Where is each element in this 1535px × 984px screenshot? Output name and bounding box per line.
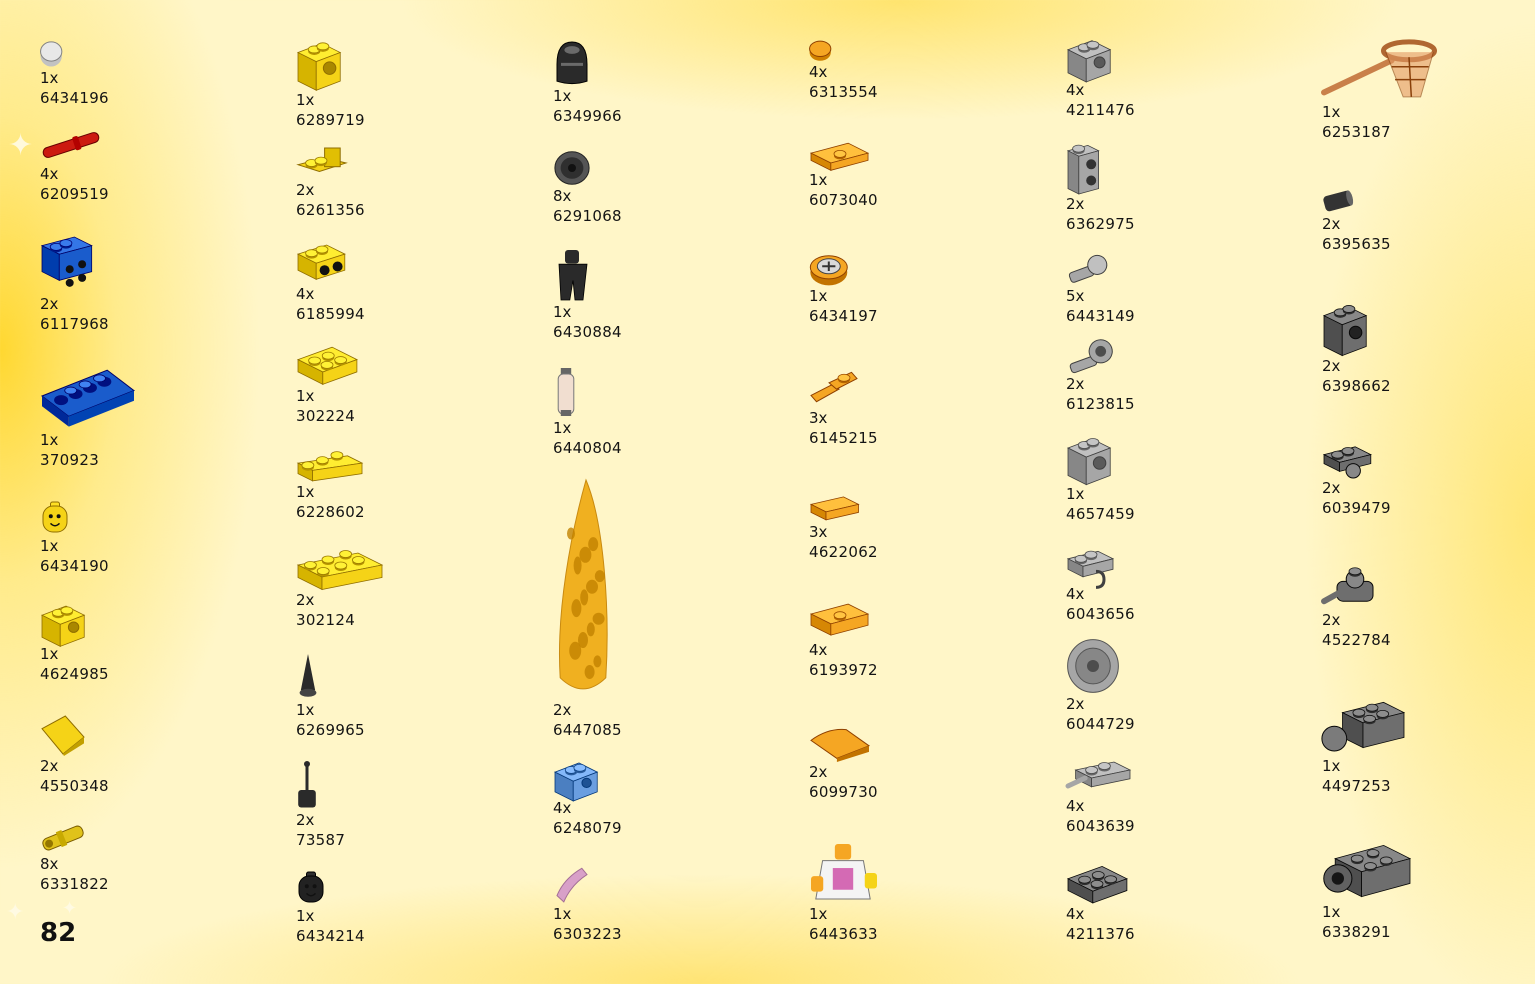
part-item [553,248,793,342]
part-element-id: 6228602 [296,503,365,521]
part-quantity: 3x [809,409,828,427]
part-element-id: 6434196 [40,89,109,107]
bracket-brick-icon [40,232,280,294]
part-quantity: 1x [40,537,59,555]
wheel-hub-icon [553,150,793,186]
bar-plate-icon [1066,756,1306,796]
part-quantity: 2x [1066,195,1085,213]
part-quantity: 1x [1322,103,1341,121]
part-quantity: 1x [809,905,828,923]
part-item [1322,442,1535,518]
part-element-id: 6395635 [1322,235,1391,253]
page-number: 82 [40,918,77,948]
part-quantity: 1x [553,303,572,321]
part-item [40,362,280,470]
part-quantity: 2x [40,295,59,313]
jumper-plate-icon [809,144,1049,170]
part-quantity: 8x [553,187,572,205]
brick-stud-side-icon [1066,434,1306,484]
lever-icon [296,760,536,810]
part-element-id: 6039479 [1322,499,1391,517]
part-quantity: 1x [40,645,59,663]
part-item [1066,252,1306,326]
part-item [1322,300,1535,396]
part-element-id: 6331822 [40,875,109,893]
sparkle-decoration: ✦ [8,128,34,163]
part-quantity: 2x [1322,611,1341,629]
part-quantity: 2x [296,181,315,199]
part-item [296,238,536,324]
part-element-id: 6443633 [809,925,878,943]
offset-plate-icon [809,366,1049,408]
part-item [40,126,280,204]
part-quantity: 1x [1066,485,1085,503]
small-cylinder-icon [1322,188,1535,214]
part-item [809,600,1049,680]
slope-tile-icon [40,714,280,756]
part-item [40,232,280,334]
part-item [296,440,536,522]
wheel-rim-icon [1066,638,1306,694]
brick-stud-side-icon [40,604,280,644]
part-element-id: 6073040 [809,191,878,209]
part-item [1066,638,1306,734]
part-element-id: 6043656 [1066,605,1135,623]
ball-socket-icon [1066,340,1306,374]
part-element-id: 6434214 [296,927,365,945]
part-element-id: 6123815 [1066,395,1135,413]
round-tile-icon [809,38,1049,62]
part-element-id: 6209519 [40,185,109,203]
part-quantity: 4x [40,165,59,183]
part-item [40,604,280,684]
brick-stud-side-icon [296,38,536,90]
parts-column [809,0,1049,984]
part-element-id: 6291068 [553,207,622,225]
part-element-id: 6349966 [553,107,622,125]
parts-column [1322,0,1535,984]
part-item [1066,756,1306,836]
part-item [296,760,536,850]
parts-column [296,0,536,984]
part-quantity: 2x [1322,357,1341,375]
part-quantity: 4x [809,63,828,81]
part-quantity: 1x [296,483,315,501]
plate-1x3-icon [296,440,536,482]
part-element-id: 4522784 [1322,631,1391,649]
plate-2x2-icon [1066,862,1306,904]
part-item [553,150,793,226]
part-quantity: 1x [809,171,828,189]
part-element-id: 6430884 [553,323,622,341]
part-item [1066,434,1306,524]
part-quantity: 4x [296,285,315,303]
part-quantity: 1x [809,287,828,305]
part-item [296,38,536,130]
part-item [296,540,536,630]
part-element-id: 6313554 [809,83,878,101]
bar-pin-icon [40,126,280,164]
parts-column [40,0,280,984]
part-quantity: 1x [553,87,572,105]
part-element-id: 6117968 [40,315,109,333]
part-item [553,38,793,126]
ball-joint-icon [1066,252,1306,286]
part-item [296,870,536,946]
part-quantity: 1x [1322,903,1341,921]
tall-bracket-icon [1066,140,1306,194]
part-element-id: 73587 [296,831,346,849]
part-item [1066,340,1306,414]
part-item [1322,566,1535,650]
part-item [553,862,793,944]
part-item [1322,694,1535,796]
plate-2x2-icon [296,342,536,386]
part-quantity: 2x [1322,479,1341,497]
socket-brick-icon [1322,840,1535,902]
part-quantity: 3x [809,523,828,541]
jumper-plate-icon [809,600,1049,640]
part-element-id: 6303223 [553,925,622,943]
part-element-id: 6434190 [40,557,109,575]
part-item [809,726,1049,802]
brick-stud-side-icon [1322,300,1535,356]
part-item [553,478,793,740]
minifig-head-icon [296,870,536,906]
part-quantity: 2x [1066,375,1085,393]
part-quantity: 1x [553,905,572,923]
part-element-id: 6289719 [296,111,365,129]
claw-icon [553,862,793,904]
part-element-id: 302224 [296,407,356,425]
part-element-id: 6044729 [1066,715,1135,733]
bottle-icon [553,366,793,418]
part-quantity: 4x [1066,797,1085,815]
part-element-id: 6185994 [296,305,365,323]
part-quantity: 5x [1066,287,1085,305]
bracket-plate-icon [296,146,536,180]
part-element-id: 4211476 [1066,101,1135,119]
part-item [296,342,536,426]
part-element-id: 6434197 [809,307,878,325]
ball-plate-icon [1322,442,1535,478]
part-element-id: 6269965 [296,721,365,739]
part-element-id: 6193972 [809,661,878,679]
part-quantity: 2x [1066,695,1085,713]
printed-round-tile-icon [809,252,1049,286]
part-item [553,366,793,458]
part-item [809,252,1049,326]
part-item [1322,840,1535,942]
part-element-id: 6253187 [1322,123,1391,141]
turntable-icon [1322,566,1535,610]
part-quantity: 1x [40,431,59,449]
part-quantity: 4x [553,799,572,817]
plate-2x4-icon [296,540,536,590]
part-element-id: 4211376 [1066,925,1135,943]
round-tile-icon [40,38,280,68]
sparkle-decoration: ✦ [62,898,78,919]
part-element-id: 6248079 [553,819,622,837]
part-quantity: 2x [40,757,59,775]
part-item [40,38,280,108]
part-item [40,822,280,894]
helmet-icon [553,38,793,86]
part-quantity: 2x [296,591,315,609]
part-quantity: 8x [40,855,59,873]
part-item [296,652,536,740]
part-quantity: 2x [553,701,572,719]
connector-peg-icon [40,822,280,854]
part-element-id: 4657459 [1066,505,1135,523]
minifig-head-icon [40,500,280,536]
part-item [296,146,536,220]
part-item [1066,140,1306,234]
part-element-id: 6145215 [809,429,878,447]
part-item [809,366,1049,448]
part-item [809,144,1049,210]
part-element-id: 4550348 [40,777,109,795]
part-item [1066,862,1306,944]
minifig-legs-icon [553,248,793,302]
part-item [1066,38,1306,120]
part-element-id: 4624985 [40,665,109,683]
brick-stud-side-icon [1066,38,1306,80]
part-element-id: 4497253 [1322,777,1391,795]
flat-tile-icon [809,490,1049,522]
part-element-id: 6099730 [809,783,878,801]
part-item [809,490,1049,562]
part-quantity: 1x [553,419,572,437]
sparkle-decoration: ✦ [6,900,25,925]
flame-crystal-icon [553,478,793,700]
part-quantity: 4x [1066,81,1085,99]
part-element-id: 6447085 [553,721,622,739]
part-quantity: 1x [296,387,315,405]
part-element-id: 6338291 [1322,923,1391,941]
minifig-torso-icon [809,842,1049,904]
part-item [40,500,280,576]
part-quantity: 4x [1066,585,1085,603]
part-element-id: 6443149 [1066,307,1135,325]
part-item [1322,38,1535,142]
part-item [809,38,1049,102]
plate-side-stud-icon [296,238,536,284]
part-element-id: 4622062 [809,543,878,561]
spike-icon [296,652,536,700]
part-item [553,762,793,838]
part-item [40,714,280,796]
part-quantity: 2x [809,763,828,781]
clip-plate-icon [1066,542,1306,584]
part-item [1066,542,1306,624]
part-element-id: 6261356 [296,201,365,219]
part-quantity: 2x [296,811,315,829]
part-quantity: 1x [296,91,315,109]
part-quantity: 1x [296,907,315,925]
part-element-id: 302124 [296,611,356,629]
curved-slope-icon [809,726,1049,762]
part-element-id: 6362975 [1066,215,1135,233]
technic-plate-icon [40,362,280,430]
part-quantity: 2x [1322,215,1341,233]
part-element-id: 6398662 [1322,377,1391,395]
ball-brick-icon [1322,694,1535,756]
brick-stud-side-icon [553,762,793,798]
part-item [1322,188,1535,254]
part-element-id: 6043639 [1066,817,1135,835]
part-quantity: 1x [1322,757,1341,775]
parts-column [1066,0,1306,984]
part-quantity: 4x [809,641,828,659]
part-element-id: 6440804 [553,439,622,457]
part-quantity: 4x [1066,905,1085,923]
part-element-id: 370923 [40,451,100,469]
parts-column [553,0,793,984]
part-quantity: 1x [296,701,315,719]
part-item [809,842,1049,944]
part-quantity: 1x [40,69,59,87]
fishing-net-icon [1322,38,1535,102]
